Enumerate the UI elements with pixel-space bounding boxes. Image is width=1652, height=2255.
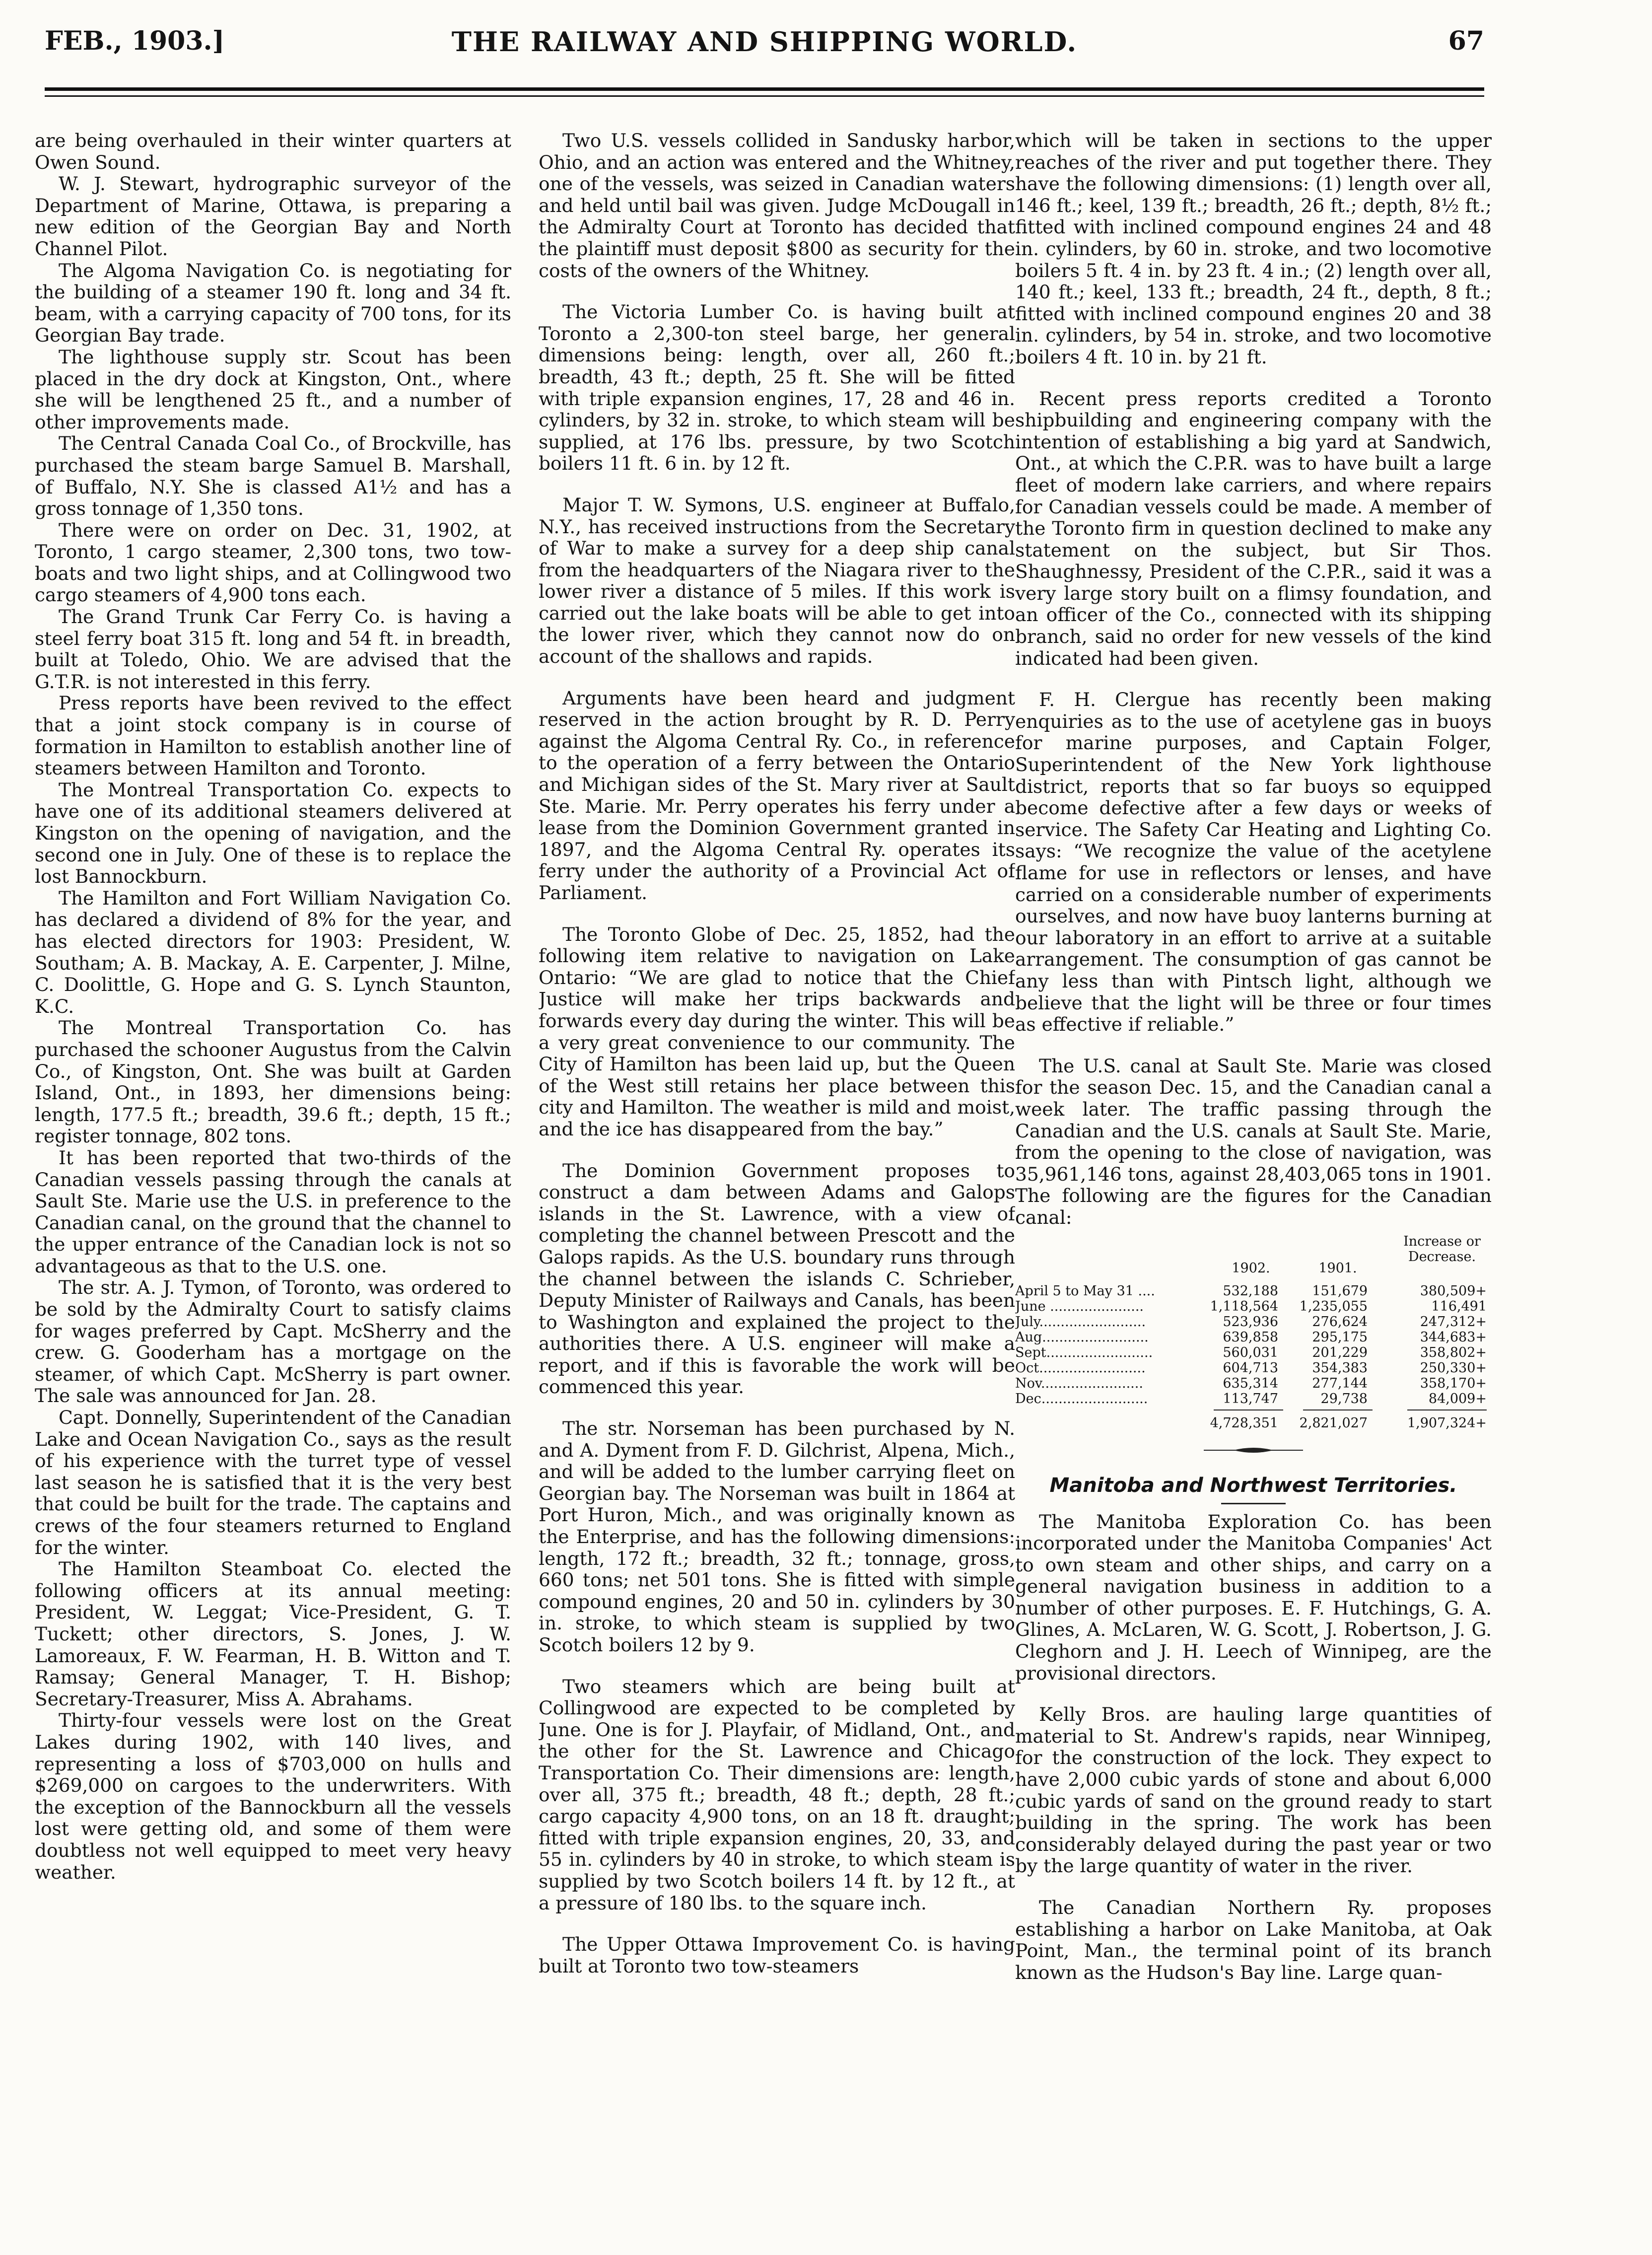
paragraph: The Manitoba Exploration Co. has been incorporated under the Manitoba Companies' Act to own steam and other ships, and carry on a general navigation business in addition to a number of other purposes. E. F. Hutchings, G. A. Glines, A. McLaren, W. G. Scott, J. Robertson, J. G. Cleghorn and J. H. Leech of Winnipeg, are the provisional directors. <box>1015 1510 1492 1684</box>
month-cell: Dec......................... <box>1015 1391 1148 1407</box>
table-row <box>1015 1314 1492 1330</box>
paragraph: Press reports have been revived to the effect that a joint stock company is in course of formation in Hamilton to establish another line of steamers between Hamilton and Toronto. <box>35 692 511 779</box>
value-1902: 604,713 <box>1223 1360 1278 1376</box>
section-heading: Manitoba and Northwest Territories. <box>1049 1474 1457 1497</box>
paragraph: Arguments have been heard and judgment reserved in the action brought by R. D. Perry against the Algoma Central Ry. Co., in reference to the operation of a ferry between the Ontario and Michigan sides of the St. Mary river at Sault Ste. Marie. Mr. Perry operates his ferry under a lease from the Dominion Government granted in 1897, and the Algoma Central Ry. operates its ferry under the authority of a Provincial Act of Parliament. <box>539 687 1015 904</box>
value-1902: 639,858 <box>1223 1329 1278 1345</box>
month-cell: April 5 to May 31 .... <box>1015 1283 1155 1299</box>
value-1901: 276,624 <box>1312 1314 1368 1330</box>
paragraph: which will be taken in sections to the upper reaches of the river and put together there. They have the following dimensions: (1) length over all, 146 ft.; keel, 139 ft.; breadth, 26 ft.; depth, 8½ ft.; fitted with inclined compound engines 24 and 48 in. cylinders, by 60 in. stroke, and two locomotive boilers 5 ft. 4 in. by 23 ft. 4 in.; (2) length over all, 140 ft.; keel, 133 ft.; breadth, 24 ft., depth, 8 ft.; fitted with inclined compound engines 20 and 38 in. cylinders, by 54 in. stroke, and two locomotive boilers 4 ft. 10 in. by 21 ft. <box>1015 130 1492 368</box>
paragraph: The Toronto Globe of Dec. 25, 1852, had the following item relative to navigation on Lake Ontario: “We are glad to notice that the Chief Justice will make her trips backwards and forwards every day during the winter. This will be a very great convenience to our community. The City of Hamilton has been laid up, but the Queen of the West still retains her place between this city and Hamilton. The weather is mild and moist, and the ice has disappeared from the bay.” <box>539 923 1015 1140</box>
table-row <box>1015 1283 1492 1299</box>
paragraph: The str. A. J. Tymon, of Toronto, was ordered to be sold by the Admiralty Court to satisfy claims for wages preferred by Capt. McSherry and the crew. G. Gooderham has a mortgage on the steamer, of which Capt. McSherry is part owner. The sale was announced for Jan. 28. <box>35 1276 511 1407</box>
paragraph: Thirty-four vessels were lost on the Great Lakes during 1902, with 140 lives, and representing a loss of $703,000 on hulls and $269,000 on cargoes to the underwriters. With the exception of the Bannockburn all the vessels lost were getting old, and some of them were doubtless not well equipped to meet very heavy weather. <box>35 1709 511 1883</box>
value-change: 358,170+ <box>1420 1375 1487 1391</box>
section-divider-ornament <box>1015 1436 1492 1471</box>
paragraph: The Victoria Lumber Co. is having built at Toronto a 2,300-ton steel barge, her general dimensions being: length, over all, 260 ft.; breadth, 43 ft.; depth, 25 ft. She will be fitted with triple expansion engines, 17, 28 and 46 in. cylinders, by 32 in. stroke, to which steam will be supplied, at 176 lbs. pressure, by two Scotch boilers 11 ft. 6 in. by 12 ft. <box>539 301 1015 475</box>
table-row <box>1015 1345 1492 1360</box>
table-header <box>1015 1234 1492 1283</box>
value-1901: 354,383 <box>1312 1360 1368 1376</box>
total-rule <box>1303 1409 1373 1410</box>
column-left <box>35 130 511 2225</box>
month-cell: July......................... <box>1015 1314 1146 1330</box>
month-cell: Nov........................ <box>1015 1375 1143 1391</box>
paragraph: The Canadian Northern Ry. proposes establishing a harbor on Lake Manitoba, at Oak Point, Man., the terminal point of its branch known as the Hudson's Bay line. Large quan- <box>1015 1897 1492 1983</box>
paragraph: F. H. Clergue has recently been making enquiries as to the use of acetylene gas in buoys for marine purposes, and Captain Folger, Superintendent of the New York lighthouse district, reports that so far buoys so equipped become defective after a few days or weeks of service. The Safety Car Heating and Lighting Co. says: “We recognize the value of the acetylene flame for use in reflectors or lenses, and have carried on a considerable number of experiments ourselves, and now have buoy lanterns burning at our laboratory in an effort to arrive at a suitable arrangement. The consumption of gas cannot be any less than with Pintsch light, although we believe that the light will be three or four times as effective if reliable.” <box>1015 689 1492 1036</box>
total-1902: 4,728,351 <box>1210 1415 1278 1431</box>
total-rule <box>1407 1409 1487 1410</box>
paragraph: It has been reported that two-thirds of the Canadian vessels passing through the canals at Sault Ste. Marie use the U.S. in preference to the Canadian canal, on the ground that the channel to the upper entrance of the Canadian lock is not so advantageous as that to the U.S. one. <box>35 1146 511 1277</box>
section-heading-rule <box>1221 1503 1286 1504</box>
value-change: 250,330+ <box>1420 1360 1487 1376</box>
table-row <box>1015 1299 1492 1314</box>
table-row <box>1015 1376 1492 1391</box>
paragraph: Recent press reports credited a Toronto shipbuilding and engineering company with the intention of establishing a big yard at Sandwich, Ont., at which the C.P.R. was to have built a large fleet of modern lake carriers, and where repairs for Canadian vessels could be made. A member of the Toronto firm in question declined to make any statement on the subject, but Sir Thos. Shaughnessy, President of the C.P.R., said it was a very large story built on a flimsy foundation, and an officer of the Co., connected with its shipping branch, said no order for new vessels of the kind indicated had been given. <box>1015 387 1492 669</box>
value-change: 380,509+ <box>1420 1283 1487 1299</box>
paragraph: Major T. W. Symons, U.S. engineer at Buffalo, N.Y., has received instructions from the Secretary of War to make a survey for a deep ship canal from the headquarters of the Niagara river to the lower river a distance of 5 miles. If this work is carried out the lake boats will be able to get into the lower river, which they cannot now do on account of the shallows and rapids. <box>539 493 1015 668</box>
paragraph: The Hamilton Steamboat Co. elected the following officers at its annual meeting: President, W. Leggat; Vice-President, G. T. Tuckett; other directors, S. Jones, J. W. Lamoreaux, F. W. Fearman, H. B. Witton and T. Ramsay; General Manager, T. H. Bishop; Secretary-Treasurer, Miss A. Abrahams. <box>35 1558 511 1710</box>
column-header-1902: 1902. <box>1232 1260 1270 1276</box>
value-1902: 532,188 <box>1223 1283 1278 1299</box>
paragraph: Capt. Donnelly, Superintendent of the Canadian Lake and Ocean Navigation Co., says as the result of his experience with the turret type of vessel last season he is satisfied that it is the very best that could be built for the trade. The captains and crews of the four steamers returned to England for the winter. <box>35 1407 511 1558</box>
value-change: 247,312+ <box>1420 1314 1487 1330</box>
value-1901: 295,175 <box>1312 1329 1368 1345</box>
total-1901: 2,821,027 <box>1299 1415 1368 1431</box>
value-1902: 635,314 <box>1223 1375 1278 1391</box>
column-right <box>1015 130 1492 2225</box>
header-rule-thin <box>45 95 1484 97</box>
page-header <box>45 22 1484 76</box>
paragraph: The Montreal Transportation Co. has purchased the schooner Augustus from the Calvin Co., of Kingston, Ont. She was built at Garden Island, Ont., in 1893, her dimensions being: length, 177.5 ft.; breadth, 39.6 ft.; depth, 15 ft.; register tonnage, 802 tons. <box>35 1017 511 1147</box>
publication-title: THE RAILWAY AND SHIPPING WORLD. <box>451 26 1078 58</box>
value-1902: 560,031 <box>1223 1344 1278 1360</box>
month-cell: Aug......................... <box>1015 1329 1149 1345</box>
page-number: 67 <box>1448 26 1484 56</box>
paragraph: The Upper Ottawa Improvement Co. is having built at Toronto two tow-steamers <box>539 1933 1015 1977</box>
column-header-1901: 1901. <box>1318 1260 1357 1276</box>
value-change: 358,802+ <box>1420 1344 1487 1360</box>
month-cell: Oct......................... <box>1015 1360 1146 1376</box>
month-cell: June ...................... <box>1015 1298 1144 1314</box>
table-row <box>1015 1391 1492 1407</box>
paragraph: The Montreal Transportation Co. expects to have one of its additional steamers delivered at Kingston on the opening of navigation, and the second one in July. One of these is to replace the lost Bannockburn. <box>35 778 511 888</box>
value-1901: 277,144 <box>1312 1375 1368 1391</box>
paragraph: The U.S. canal at Sault Ste. Marie was closed for the season Dec. 15, and the Canadian canal a week later. The traffic passing through the Canadian and the U.S. canals at Sault Ste. Marie, from the opening to the close of navigation, was 35,961,146 tons, against 28,403,065 tons in 1901. The following are the figures for the Canadian canal: <box>1015 1055 1492 1228</box>
value-1901: 1,235,055 <box>1299 1298 1368 1314</box>
paragraph: The Hamilton and Fort William Navigation Co. has declared a dividend of 8% for the year, and has elected directors for 1903: President, W. Southam; A. B. Mackay, A. E. Carpenter, J. Milne, C. Doolittle, G. Hope and G. S. Lynch Staunton, K.C. <box>35 887 511 1017</box>
canal-traffic-table <box>1015 1234 1492 1436</box>
issue-date: FEB., 1903.] <box>45 26 225 56</box>
paragraph: Two U.S. vessels collided in Sandusky harbor, Ohio, and an action was entered and the Whitney, one of the vessels, was seized in Canadian waters and held until bail was given. Judge McDougall in the Admiralty Court at Toronto has decided that the plaintiff must deposit $800 as security for the costs of the owners of the Whitney. <box>539 130 1015 282</box>
value-1901: 201,229 <box>1312 1344 1368 1360</box>
paragraph: The Central Canada Coal Co., of Brockville, has purchased the steam barge Samuel B. Marshall, of Buffalo, N.Y. She is classed A1½ and has a gross tonnage of 1,350 tons. <box>35 432 511 520</box>
paragraph: W. J. Stewart, hydrographic surveyor of the Department of Marine, Ottawa, is preparing a new edition of the Georgian Bay and North Channel Pilot. <box>35 173 511 260</box>
table-totals-row <box>1015 1407 1492 1436</box>
paragraph: There were on order on Dec. 31, 1902, at Toronto, 1 cargo steamer, 2,300 tons, two tow-boats and two light ships, and at Collingwood two cargo steamers of 4,900 tons each. <box>35 519 511 606</box>
paragraph: The Grand Trunk Car Ferry Co. is having a steel ferry boat 315 ft. long and 54 ft. in breadth, built at Toledo, Ohio. We are advised that the G.T.R. is not interested in this ferry. <box>35 606 511 693</box>
value-change: 344,683+ <box>1420 1329 1487 1345</box>
value-change: 84,009+ <box>1428 1391 1487 1407</box>
value-1902: 113,747 <box>1223 1391 1278 1407</box>
paragraph: Two steamers which are being built at Collingwood are expected to be completed by June. One is for J. Playfair, of Midland, Ont., and the other for the St. Lawrence and Chicago Transportation Co. Their dimensions are: length, over all, 375 ft.; breadth, 48 ft.; depth, 28 ft.; cargo capacity 4,900 tons, on an 18 ft. draught; fitted with triple expansion engines, 20, 33, and 55 in. cylinders by 40 in stroke, to which steam is supplied by two Scotch boilers 14 ft. by 12 ft., at a pressure of 180 lbs. to the square inch. <box>539 1675 1015 1914</box>
total-change: 1,907,324+ <box>1407 1415 1487 1431</box>
paragraph: The lighthouse supply str. Scout has been placed in the dry dock at Kingston, Ont., where she will be lengthened 25 ft., and a number of other improvements made. <box>35 346 511 433</box>
table-row <box>1015 1360 1492 1376</box>
month-cell: Sept......................... <box>1015 1344 1153 1360</box>
value-change: 116,491 <box>1431 1298 1487 1314</box>
value-1901: 151,679 <box>1312 1283 1368 1299</box>
header-rule-thick <box>45 87 1484 91</box>
column-header-change: Increase or Decrease. <box>1403 1233 1481 1265</box>
paragraph: The str. Norseman has been purchased by N. and A. Dyment from F. D. Gilchrist, Alpena, Mich., and will be added to the lumber carrying fleet on Georgian bay. The Norseman was built in 1864 at Port Huron, Mich., and was originally known as the Enterprise, and has the following dimensions: length, 172 ft.; breadth, 32 ft.; tonnage, gross, 660 tons; net 501 tons. She is fitted with simple compound engines, 20 and 50 in. cylinders by 30 in. stroke, to which steam is supplied by two Scotch boilers 12 by 9. <box>539 1417 1015 1656</box>
column-middle <box>539 130 1015 2225</box>
paragraph: Kelly Bros. are hauling large quantities of material to St. Andrew's rapids, near Winnipeg, for the construction of the lock. They expect to have 2,000 cubic yards of stone and about 6,000 cubic yards of sand on the ground ready to start building in the spring. The work has been considerably delayed during the past year or two by the large quantity of water in the river. <box>1015 1703 1492 1877</box>
total-rule <box>1214 1409 1283 1410</box>
paragraph: are being overhauled in their winter quarters at Owen Sound. <box>35 130 511 173</box>
value-1902: 523,936 <box>1223 1314 1278 1330</box>
paragraph: The Algoma Navigation Co. is negotiating for the building of a steamer 190 ft. long and 34 ft. beam, with a carrying capacity of 700 tons, for its Georgian Bay trade. <box>35 259 511 347</box>
divider-ornament-icon <box>1204 1445 1303 1455</box>
table-row <box>1015 1330 1492 1345</box>
value-1902: 1,118,564 <box>1210 1298 1278 1314</box>
paragraph: The Dominion Government proposes to construct a dam between Adams and Galops islands in the St. Lawrence, with a view of completing the channel between Prescott and the Galops rapids. As the U.S. boundary runs through the channel between the islands C. Schrieber, Deputy Minister of Railways and Canals, has been to Washington and explained the project to the authorities there. A U.S. engineer will make a report, and if this is favorable the work will be commenced this year. <box>539 1159 1015 1398</box>
value-1901: 29,738 <box>1320 1391 1368 1407</box>
